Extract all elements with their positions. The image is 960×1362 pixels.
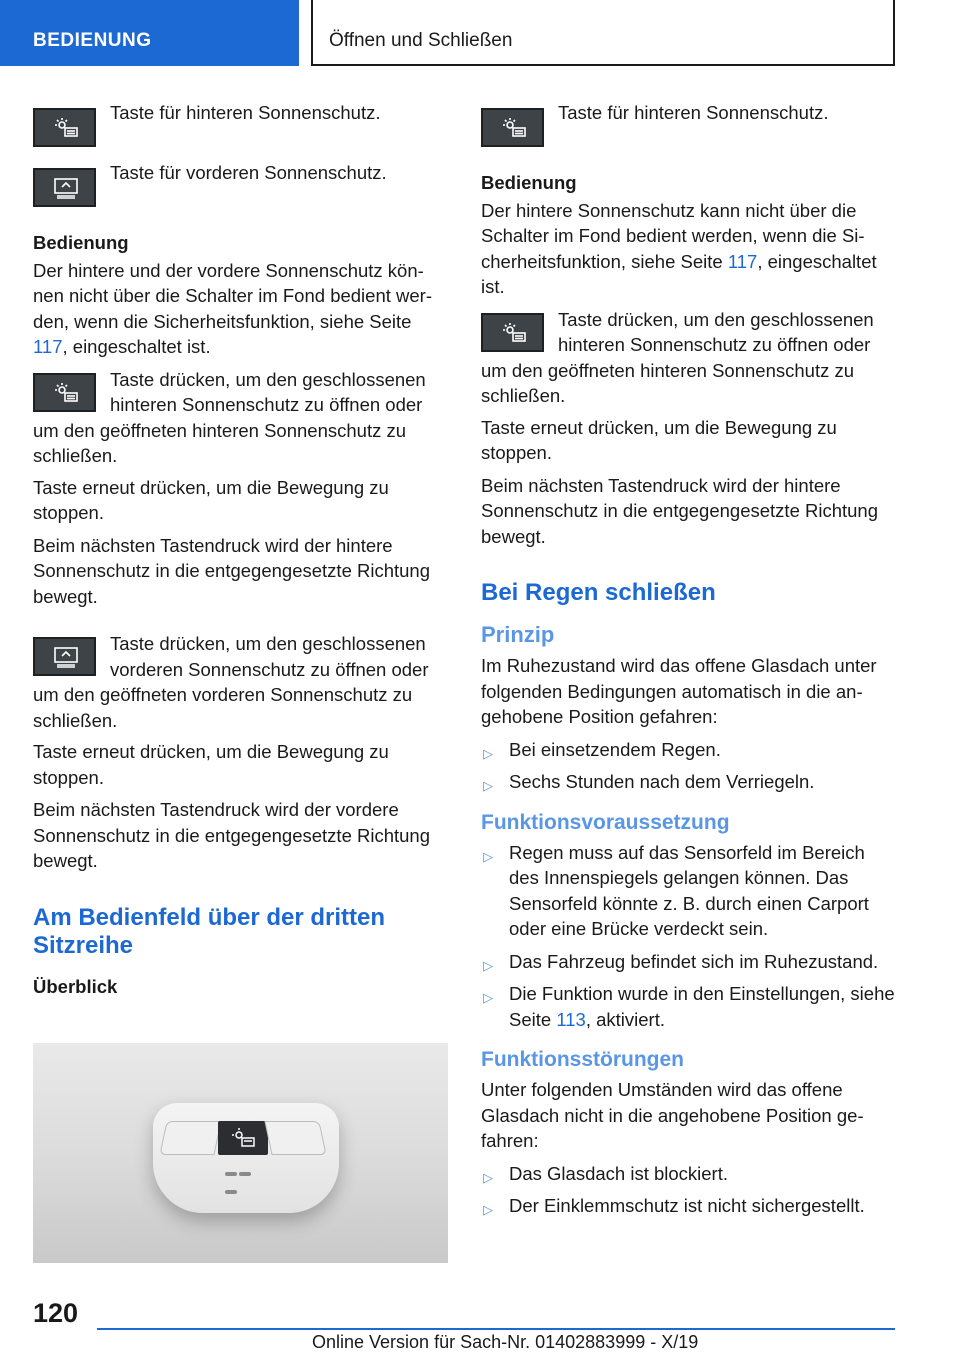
rain-closing-heading: Bei Regen schließen: [481, 579, 716, 606]
triangle-bullet-icon: ▷: [483, 745, 493, 761]
operation-text: Der hintere und der vordere Sonnenschutz können nicht über die Schalter im Fond bedient werden, wenn die Sicherheitsfunktion, siehe Seite 117, eingeschaltet ist.: [33, 259, 433, 357]
page-link-117[interactable]: 117: [727, 250, 758, 272]
rear-shade-key-legend: [33, 100, 448, 150]
front-sunshade-button-icon: [33, 168, 96, 207]
section-tab[interactable]: BEDIENUNG: [0, 0, 299, 66]
rear-key-label: Taste für hinteren Sonnenschutz.: [558, 102, 829, 123]
rear-key-label: Taste für hinteren Sonnenschutz.: [110, 102, 381, 123]
front-next-text: Beim nächsten Tastendruck wird der vordere Sonnenschutz in die entgegengesetzte Richtung bewegt.: [33, 799, 431, 871]
panel-left-button: [159, 1121, 221, 1155]
list-item: ▷ Das Glasdach ist blockiert.: [481, 1161, 896, 1187]
operation-text: Der hintere Sonnenschutz kann nicht über die Schalter im Fond bedient werden, wenn die Sicherheitsfunktion, siehe Seite 117, eingeschaltet ist.: [481, 199, 877, 297]
rear-sunshade-button-icon: [481, 108, 544, 147]
list-item: ▷ Regen muss auf das Sensorfeld im Bereich des Innenspiegels gelangen können. Das Sensorfeld könnte z. B. durch einen Carport oder eine Brücke verdeckt sein.: [483, 841, 869, 939]
list-item: ▷ Die Funktion wurde in den Einstellungen, siehe Seite 113, aktiviert.: [483, 983, 895, 1030]
principle-heading: Prinzip: [481, 622, 555, 647]
rear-next-text: Beim nächsten Tastendruck wird der hintere Sonnenschutz in die entgegengesetzte Richtung bewegt.: [33, 534, 431, 607]
overview-heading: Überblick: [33, 975, 118, 997]
principle-text: Im Ruhezustand wird das offene Glasdach unter folgenden Bedingungen automatisch in die angehobene Position gefahren:: [481, 655, 877, 727]
rear-sunshade-button-icon: [33, 373, 96, 412]
rear-next-text: Beim nächsten Tastendruck wird der hintere Sonnenschutz in die entgegengesetzte Richtung bewegt.: [481, 474, 879, 547]
footer-divider: [97, 1328, 895, 1330]
triangle-bullet-icon: ▷: [483, 778, 493, 793]
panel-right-button: [264, 1121, 326, 1155]
control-panel-housing: [153, 1103, 339, 1213]
faults-heading: Funktionsstörungen: [481, 1048, 684, 1071]
triangle-bullet-icon: ▷: [483, 1202, 493, 1217]
control-panel-photo: [33, 1043, 448, 1263]
front-again-text: Taste erneut drücken, um die Bewegung zu stoppen.: [33, 741, 389, 788]
front-press-paragraph: Taste drücken, um den geschlossenen vorderen Sonnenschutz zu öffnen oder um den geöffneten vorderen Sonnenschutz zu schließen.: [33, 633, 429, 731]
triangle-bullet-icon: ▷: [483, 957, 493, 973]
list-item: ▷ Bei einsetzendem Regen.: [481, 737, 896, 763]
page-link-113[interactable]: 113: [556, 1008, 586, 1030]
third-row-panel-heading: Am Bedienfeld über der dritten Sitzreihe: [33, 903, 386, 959]
rear-shade-key-legend-right: [481, 100, 896, 150]
rear-again-text: Taste erneut drücken, um die Bewegung zu stoppen.: [33, 476, 389, 523]
rear-press-paragraph: Taste drücken, um den geschlossenen hinteren Sonnenschutz zu öffnen oder um den geöffneten hinteren Sonnenschutz zu schließen.: [481, 308, 874, 406]
principle-list: [481, 737, 896, 795]
front-shade-key-legend: [33, 160, 448, 210]
page-link-117[interactable]: 117: [33, 336, 63, 357]
left-column: [33, 100, 448, 1001]
chapter-tab[interactable]: Öffnen und Schließen: [311, 0, 895, 66]
requirements-heading: Funktionsvoraussetzung: [481, 810, 730, 834]
panel-vent-slots: [225, 1163, 265, 1169]
page-header: [0, 0, 960, 66]
list-item: ▷ Der Einklemmschutz ist nicht sichergestellt.: [481, 1193, 896, 1219]
operation-heading: Bedienung: [33, 232, 129, 253]
requirements-list: [481, 840, 896, 1033]
operation-heading: Bedienung: [481, 172, 577, 193]
faults-text: Unter folgenden Umständen wird das offene Glasdach nicht in die angehobene Position gefahren:: [481, 1079, 864, 1151]
triangle-bullet-icon: ▷: [483, 990, 493, 1005]
triangle-bullet-icon: ▷: [483, 1169, 493, 1185]
footer-version: Online Version für Sach-Nr. 01402883999 - X/19: [312, 1332, 699, 1352]
front-sunshade-button-icon: [33, 637, 96, 676]
rear-again-text: Taste erneut drücken, um die Bewegung zu stoppen.: [481, 416, 837, 463]
rear-sunshade-button-icon: [33, 108, 96, 147]
page-number: 120: [33, 1298, 79, 1328]
rear-press-paragraph: Taste drücken, um den geschlossenen hinteren Sonnenschutz zu öffnen oder um den geöffneten hinteren Sonnenschutz zu schließen.: [33, 368, 426, 466]
right-column: [481, 100, 896, 1226]
panel-sunshade-button: [218, 1121, 268, 1155]
triangle-bullet-icon: ▷: [483, 848, 493, 864]
list-item: ▷ Das Fahrzeug befindet sich im Ruhezustand.: [481, 949, 896, 975]
front-key-label: Taste für vorderen Sonnenschutz.: [110, 162, 387, 183]
list-item: ▷ Sechs Stunden nach dem Verriegeln.: [481, 769, 896, 795]
rear-sunshade-button-icon: [481, 313, 544, 352]
faults-list: [481, 1161, 896, 1219]
